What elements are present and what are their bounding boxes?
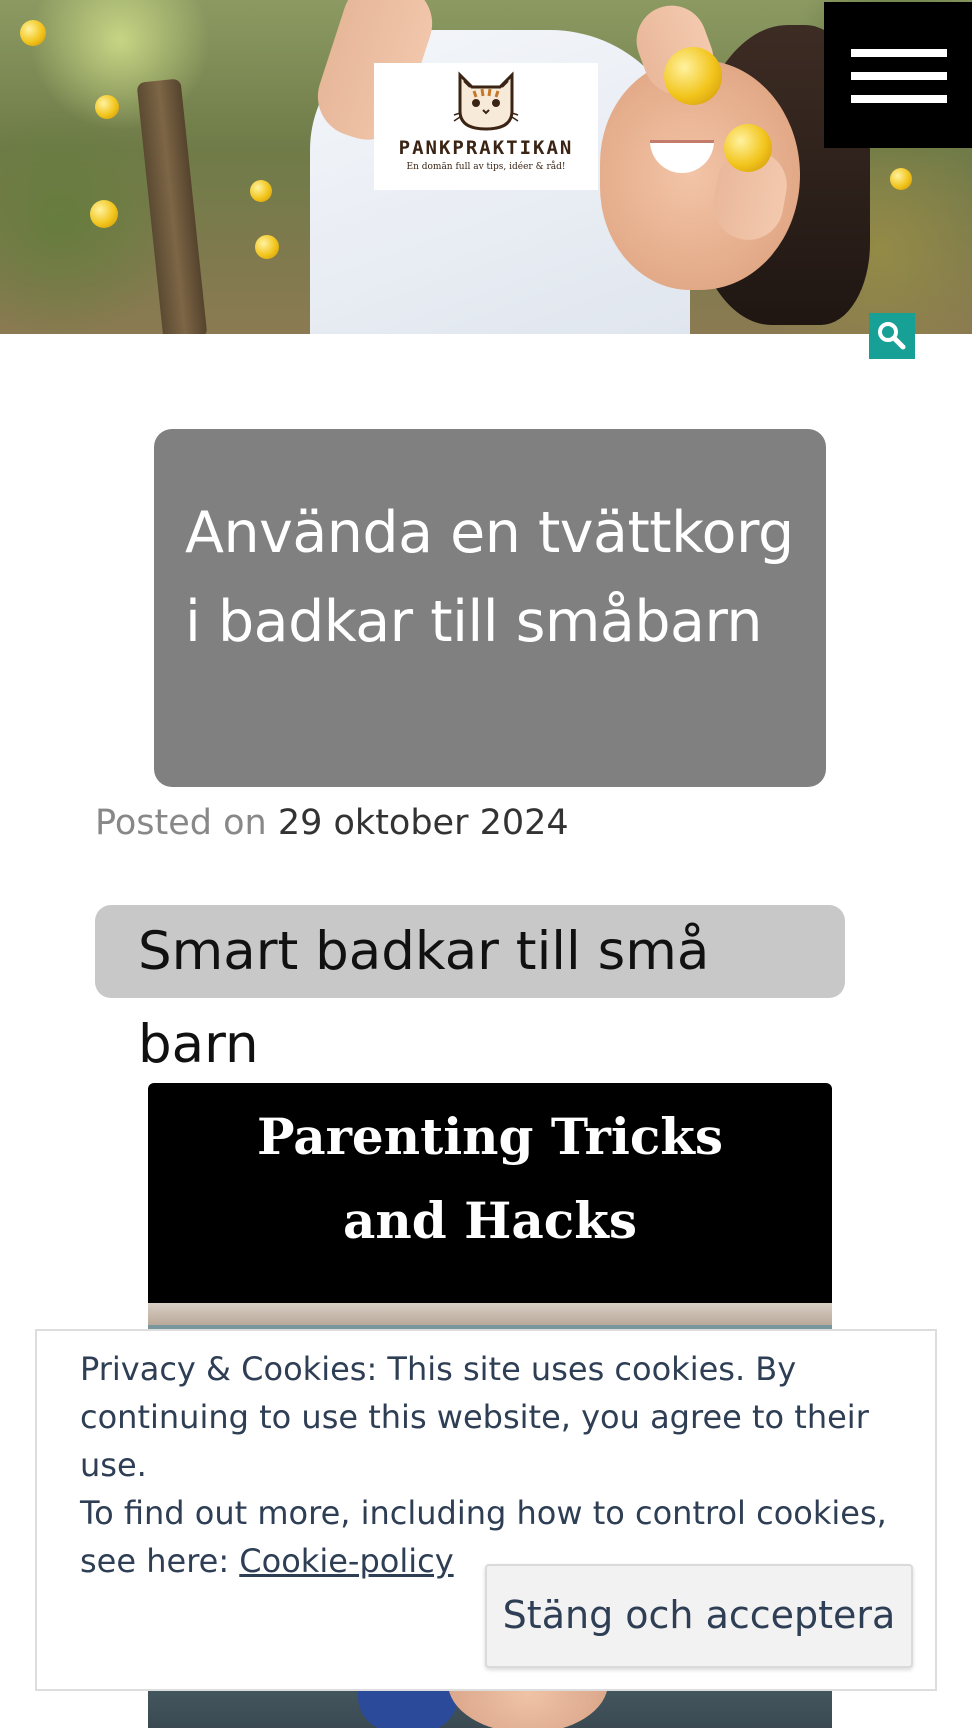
cookie-more-text: To find out more, including how to control cookies, see here: <box>80 1494 887 1580</box>
search-button[interactable] <box>869 313 915 359</box>
image-caption-line: Parenting Tricks <box>256 1107 724 1166</box>
menu-button[interactable] <box>824 2 972 148</box>
image-caption-line: and Hacks <box>343 1191 637 1250</box>
orange-fruit <box>90 200 118 228</box>
image-caption <box>148 1095 832 1263</box>
post-title-box <box>154 429 826 787</box>
bathtub-rim <box>148 1303 832 1325</box>
site-logo[interactable] <box>374 63 598 190</box>
tree-trunk <box>137 78 208 334</box>
logo-tagline: En domän full av tips, idéer & råd! <box>406 162 566 172</box>
hamburger-menu-icon <box>851 72 947 80</box>
posted-date-link[interactable]: 29 oktober 2024 <box>277 803 569 843</box>
cookie-text <box>80 1345 910 1585</box>
post-meta <box>95 798 569 848</box>
hamburger-menu-icon <box>851 95 947 103</box>
lemon-over-eye <box>724 124 772 172</box>
search-icon <box>869 313 915 359</box>
cookie-notice-text: Privacy & Cookies: This site uses cookies. By continuing to use this website, you agree to their use. <box>80 1350 869 1484</box>
hamburger-menu-icon <box>851 49 947 57</box>
orange-fruit <box>890 168 912 190</box>
cat-logo-icon <box>452 71 520 133</box>
orange-fruit <box>20 20 46 46</box>
accept-cookies-button[interactable]: Stäng och acceptera <box>485 1564 913 1668</box>
orange-fruit <box>250 180 272 202</box>
logo-brand-name: PANKPRAKTIKAN <box>398 137 574 159</box>
posted-prefix: Posted on <box>95 803 267 843</box>
orange-fruit <box>255 235 279 259</box>
orange-fruit <box>95 95 119 119</box>
lemon-over-eye <box>664 47 722 105</box>
cookie-policy-link[interactable]: Cookie-policy <box>239 1542 454 1580</box>
post-subheading: Smart badkar till små barn <box>95 905 845 998</box>
cookie-banner <box>35 1329 937 1691</box>
post-title: Använda en tvättkorg i badkar till småbarn <box>185 500 794 655</box>
